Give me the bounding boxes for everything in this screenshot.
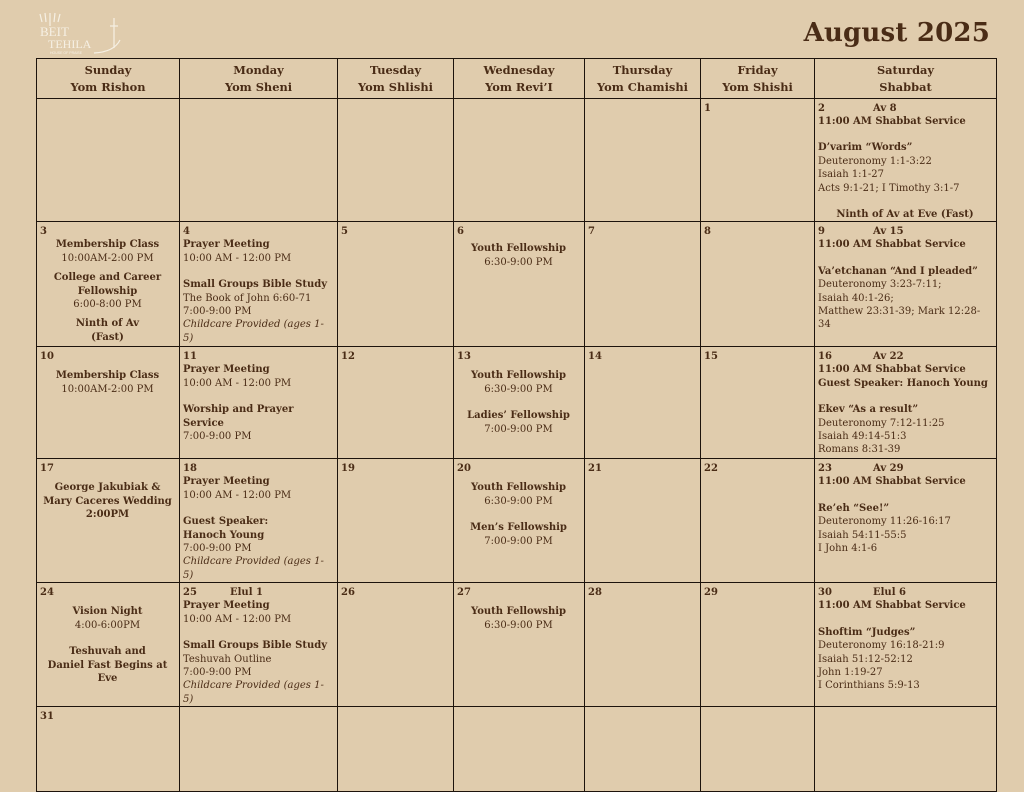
event-detail: The Book of John 6:60-71 (183, 292, 312, 304)
day-cell[interactable] (180, 222, 338, 347)
day-number: 2 (818, 103, 825, 114)
reading: Deuteronomy 7:12-11:25 (818, 417, 945, 429)
event-time: 7:00-9:00 PM (183, 306, 252, 318)
event-title: Vision Night (72, 606, 143, 618)
event-title: College and Career (53, 272, 162, 284)
header-thursday: Thursday Yom Chamishi (585, 59, 701, 99)
day-number: 1 (704, 103, 711, 114)
empty-day-cell (180, 99, 338, 222)
event-time: 7:00-9:00 PM (484, 535, 553, 547)
event-title: Guest Speaker: (183, 516, 269, 528)
empty-day-cell (454, 707, 585, 792)
header-monday: Monday Yom Sheni (180, 59, 338, 99)
day-cell[interactable] (37, 347, 180, 459)
event-title: George Jakubiak & (54, 482, 161, 494)
guest-speaker: Guest Speaker: Hanoch Young (818, 377, 988, 389)
day-cell[interactable] (815, 583, 997, 707)
empty-day-cell (338, 707, 454, 792)
event-title: 11:00 AM Shabbat Service (818, 364, 966, 376)
week-row (37, 707, 997, 792)
event-title: 11:00 AM Shabbat Service (818, 600, 966, 612)
day-number: 11 (183, 351, 197, 363)
day-cell[interactable] (338, 583, 454, 707)
day-number: 17 (40, 463, 54, 475)
event-note: Childcare Provided (ages 1-5) (183, 556, 324, 581)
empty-day-cell (37, 99, 180, 222)
event-time: 10:00 AM - 12:00 PM (183, 489, 292, 501)
event-title: Youth Fellowship (470, 606, 567, 618)
event-title: Ninth of Av (75, 318, 140, 330)
day-number: 27 (457, 587, 471, 599)
weekday-header-row (37, 59, 997, 99)
reading: Isaiah 49:14-51:3 (818, 431, 907, 443)
day-cell[interactable] (338, 222, 454, 347)
day-cell[interactable] (37, 222, 180, 347)
day-number: 9 (818, 226, 825, 238)
day-number: 7 (588, 226, 595, 238)
event-time: 7:00-9:00 PM (183, 666, 252, 678)
event-title: Prayer Meeting (183, 600, 270, 612)
day-cell[interactable] (815, 99, 997, 222)
day-number: 25 (183, 587, 197, 599)
reading: Matthew 23:31-39; Mark 12:28-34 (818, 306, 981, 331)
day-number: 23 (818, 463, 832, 475)
event-note: Childcare Provided (ages 1-5) (183, 680, 324, 705)
logo-tagline: HOUSE OF PRAISE (50, 51, 83, 55)
reading: Deuteronomy 1:1-3:22 (818, 155, 932, 167)
day-number: 4 (183, 226, 190, 238)
day-cell[interactable] (585, 347, 701, 459)
day-cell[interactable] (180, 347, 338, 459)
header-saturday: Saturday Shabbat (815, 59, 997, 99)
event-time: 2:00PM (85, 509, 130, 521)
event-title: Teshuvah and (69, 646, 146, 658)
day-number: 13 (457, 351, 471, 363)
day-number: 21 (588, 463, 602, 475)
day-cell[interactable] (815, 222, 997, 347)
event-title: 11:00 AM Shabbat Service (818, 239, 966, 251)
event-time: 6:00-8:00 PM (73, 299, 142, 311)
torah-portion: Ekev “As a result” (818, 404, 919, 416)
event-time: 4:00-6:00PM (74, 619, 141, 631)
day-cell[interactable] (454, 222, 585, 347)
event-note: Childcare Provided (ages 1-5) (183, 319, 324, 344)
calendar-grid (36, 58, 997, 792)
event-title: 11:00 AM Shabbat Service (818, 116, 966, 127)
empty-day-cell (454, 99, 585, 222)
logo-line1: BEIT (40, 24, 69, 39)
event-title: Small Groups Bible Study (183, 640, 328, 652)
event-time: 7:00-9:00 PM (183, 431, 252, 443)
event-time: 6:30-9:00 PM (484, 383, 553, 395)
event-title: Mary Caceres Wedding (43, 495, 172, 507)
reading: Deuteronomy 11:26-16:17 (818, 516, 951, 528)
day-cell[interactable] (585, 583, 701, 707)
header-wednesday: Wednesday Yom Revi’I (454, 59, 585, 99)
page-title: August 2025 (803, 18, 990, 48)
week-row (37, 583, 997, 707)
reading: Isaiah 51:12-52:12 (818, 653, 913, 665)
day-cell[interactable] (701, 99, 815, 222)
day-number: 29 (704, 587, 718, 599)
day-cell[interactable] (338, 347, 454, 459)
day-number: 8 (704, 226, 711, 238)
day-number: 15 (704, 351, 718, 363)
event-title: Membership Class (55, 239, 160, 251)
header-tuesday: Tuesday Yom Shlishi (338, 59, 454, 99)
day-cell[interactable] (454, 459, 585, 583)
event-title: Hanoch Young (183, 529, 265, 541)
reading: Deuteronomy 16:18-21:9 (818, 640, 945, 652)
reading: Acts 9:1-21; I Timothy 3:1-7 (818, 182, 960, 194)
day-number: 31 (40, 711, 54, 723)
logo (34, 10, 134, 56)
event-time: 10:00 AM - 12:00 PM (183, 613, 292, 625)
event-title: Youth Fellowship (470, 243, 567, 255)
day-cell[interactable] (37, 459, 180, 583)
event-title: Prayer Meeting (183, 364, 270, 376)
event-title: Prayer Meeting (183, 476, 270, 488)
hebrew-date: Av 15 (873, 226, 904, 238)
reading: I Corinthians 5:9-13 (818, 680, 920, 692)
menorah-logo-icon (34, 10, 134, 56)
event-title: Prayer Meeting (183, 239, 270, 251)
hebrew-date: Av 8 (873, 103, 897, 114)
day-number: 18 (183, 463, 197, 475)
week-row (37, 99, 997, 222)
day-number: 24 (40, 587, 54, 599)
event-time: 7:00-9:00 PM (183, 543, 252, 555)
day-cell[interactable] (180, 583, 338, 707)
week-row (37, 222, 997, 347)
reading: Isaiah 40:1-26; (818, 292, 894, 304)
day-number: 6 (457, 226, 464, 238)
day-cell[interactable] (180, 459, 338, 583)
event-time: 10:00 AM - 12:00 PM (183, 377, 292, 389)
event-title: Daniel Fast Begins at Eve (47, 659, 168, 684)
reading: Isaiah 54:11-55:5 (818, 529, 907, 541)
event-time: 6:30-9:00 PM (484, 256, 553, 268)
empty-day-cell (180, 707, 338, 792)
event-title: Small Groups Bible Study (183, 279, 328, 291)
day-cell[interactable] (37, 583, 180, 707)
empty-day-cell (585, 99, 701, 222)
day-number: 14 (588, 351, 602, 363)
empty-day-cell (585, 707, 701, 792)
event-time: 6:30-9:00 PM (484, 495, 553, 507)
event-title: Youth Fellowship (470, 482, 567, 494)
day-cell[interactable] (37, 707, 180, 792)
event-title: Worship and Prayer Service (183, 404, 294, 429)
day-cell[interactable] (701, 222, 815, 347)
torah-portion: Va’etchanan “And I pleaded” (818, 265, 978, 277)
day-number: 16 (818, 351, 832, 363)
event-time: 10:00 AM - 12:00 PM (183, 252, 292, 264)
torah-portion: Re’eh “See!” (818, 502, 890, 514)
event-title: Youth Fellowship (470, 370, 567, 382)
hebrew-date: Elul 1 (230, 587, 263, 599)
day-cell[interactable] (454, 583, 585, 707)
header-sunday: Sunday Yom Rishon (37, 59, 180, 99)
day-cell[interactable] (815, 347, 997, 459)
hebrew-date: Elul 6 (873, 587, 906, 599)
event-title: Membership Class (55, 370, 160, 382)
reading: Isaiah 1:1-27 (818, 169, 885, 181)
hebrew-date: Av 22 (873, 351, 904, 363)
day-number: 12 (341, 351, 355, 363)
event-detail: Teshuvah Outline (183, 653, 272, 665)
day-number: 28 (588, 587, 602, 599)
torah-portion: D’varim “Words” (818, 142, 913, 154)
reading: Deuteronomy 3:23-7:11; (818, 279, 942, 291)
day-number: 22 (704, 463, 718, 475)
day-cell[interactable] (701, 583, 815, 707)
empty-day-cell (338, 99, 454, 222)
event-time: 6:30-9:00 PM (484, 619, 553, 631)
day-cell[interactable] (454, 347, 585, 459)
day-number: 20 (457, 463, 471, 475)
day-number: 30 (818, 587, 832, 599)
event-title: Men’s Fellowship (470, 522, 567, 534)
event-time: 7:00-9:00 PM (484, 423, 553, 435)
event-title: 11:00 AM Shabbat Service (818, 476, 966, 488)
event-time: 10:00AM-2:00 PM (61, 383, 154, 395)
event-title: (Fast) (91, 331, 124, 343)
header-friday: Friday Yom Shishi (701, 59, 815, 99)
reading: John 1:19-27 (818, 666, 883, 678)
event-title: Ladies’ Fellowship (467, 410, 570, 422)
event-title: Fellowship (77, 285, 138, 297)
day-cell[interactable] (815, 459, 997, 583)
day-cell[interactable] (585, 222, 701, 347)
day-cell[interactable] (585, 459, 701, 583)
hebrew-date: Av 29 (873, 463, 904, 475)
event-note: Ninth of Av at Eve (Fast) (836, 209, 974, 221)
event-time: 10:00AM-2:00 PM (61, 252, 154, 264)
torah-portion: Shoftim “Judges” (818, 626, 916, 638)
day-cell[interactable] (701, 459, 815, 583)
day-number: 26 (341, 587, 355, 599)
day-number: 3 (40, 226, 47, 238)
reading: I John 4:1-6 (818, 543, 878, 555)
empty-day-cell (815, 707, 997, 792)
day-number: 19 (341, 463, 355, 475)
week-row (37, 459, 997, 583)
week-row (37, 347, 997, 459)
day-number: 5 (341, 226, 348, 238)
logo-line2: TEHILA (48, 37, 92, 51)
reading: Romans 8:31-39 (818, 444, 901, 456)
day-number: 10 (40, 351, 54, 363)
day-cell[interactable] (701, 347, 815, 459)
day-cell[interactable] (338, 459, 454, 583)
empty-day-cell (701, 707, 815, 792)
